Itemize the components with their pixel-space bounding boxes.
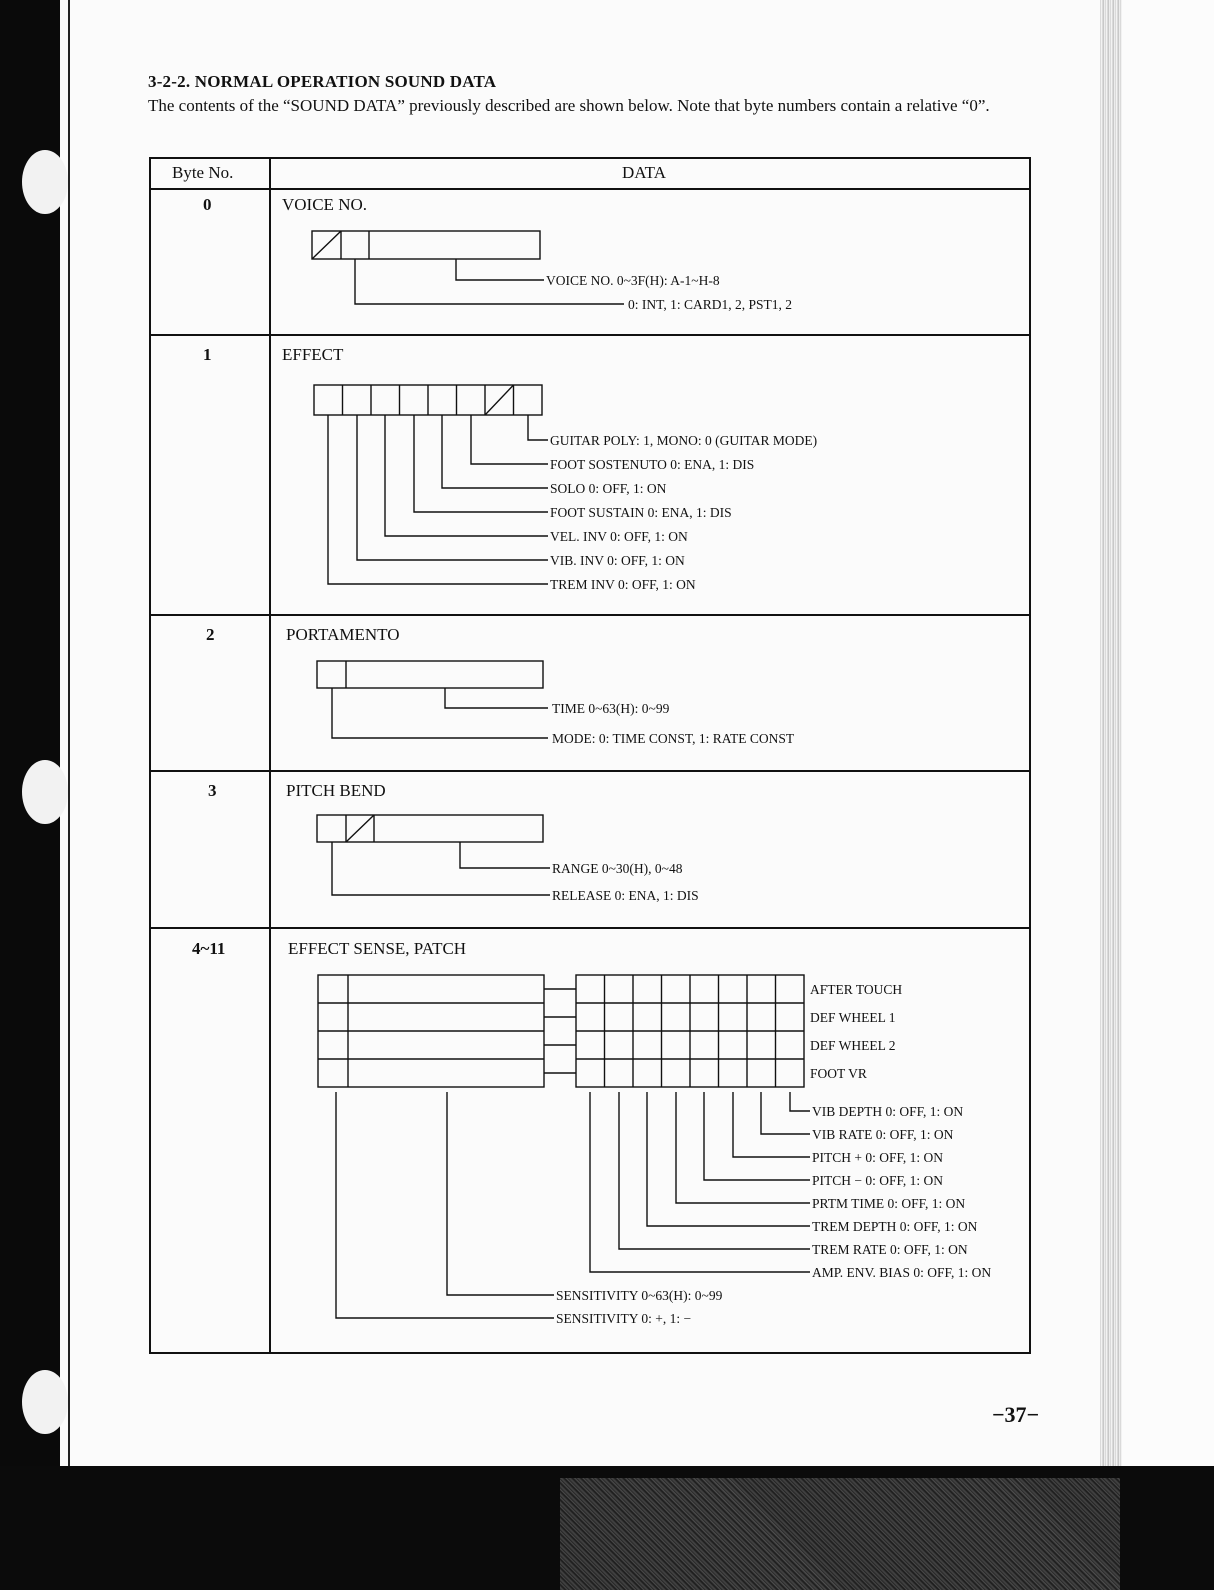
leader-line — [647, 1092, 810, 1226]
section-intro: The contents of the “SOUND DATA” previously described are shown below. Note that byte numbers contain a relative “0”. — [148, 96, 990, 115]
leader-line — [733, 1092, 810, 1157]
bit-label: RANGE 0~30(H), 0~48 — [552, 861, 683, 876]
bit-label: FOOT SUSTAIN 0: ENA, 1: DIS — [550, 505, 732, 520]
voice-bit-register — [312, 231, 540, 259]
bit-label: TREM INV 0: OFF, 1: ON — [550, 577, 696, 592]
leader-line — [328, 415, 548, 584]
byte-number: 3 — [208, 781, 217, 800]
field-title: PITCH BEND — [286, 781, 386, 800]
leader-line — [456, 259, 544, 280]
bit-label: TREM DEPTH 0: OFF, 1: ON — [812, 1219, 978, 1234]
bit-label: PITCH − 0: OFF, 1: ON — [812, 1173, 944, 1188]
byte-number: 4~11 — [192, 939, 226, 958]
leader-line — [447, 1092, 554, 1295]
bit-label: VOICE NO. 0~3F(H): A-1~H-8 — [546, 273, 720, 288]
row-connectors — [544, 989, 576, 1073]
bit-label: VEL. INV 0: OFF, 1: ON — [550, 529, 688, 544]
bit-label: TIME 0~63(H): 0~99 — [552, 701, 670, 716]
leader-line — [445, 688, 548, 708]
row-label: AFTER TOUCH — [810, 982, 903, 997]
leader-line — [460, 842, 550, 868]
bit-label: FOOT SOSTENUTO 0: ENA, 1: DIS — [550, 457, 755, 472]
header-byte-no: Byte No. — [172, 163, 234, 182]
bit-label: AMP. ENV. BIAS 0: OFF, 1: ON — [812, 1265, 992, 1280]
byte-number: 1 — [203, 345, 212, 364]
bit-label: PRTM TIME 0: OFF, 1: ON — [812, 1196, 966, 1211]
bit-label: VIB. INV 0: OFF, 1: ON — [550, 553, 685, 568]
section-heading: 3-2-2. NORMAL OPERATION SOUND DATA — [148, 72, 497, 91]
leader-line — [704, 1092, 810, 1180]
leader-line — [761, 1092, 810, 1134]
leader-line — [332, 688, 548, 738]
bit-label: RELEASE 0: ENA, 1: DIS — [552, 888, 699, 903]
effect-bit-register — [314, 385, 542, 415]
field-title: EFFECT SENSE, PATCH — [288, 939, 467, 958]
bit-label: TREM RATE 0: OFF, 1: ON — [812, 1242, 968, 1257]
field-title: EFFECT — [282, 345, 344, 364]
bit-label: PITCH + 0: OFF, 1: ON — [812, 1150, 944, 1165]
pitch-bend-bit-register — [317, 815, 543, 842]
bit-label: VIB DEPTH 0: OFF, 1: ON — [812, 1104, 964, 1119]
leader-line — [442, 415, 548, 488]
row-label: DEF WHEEL 2 — [810, 1038, 896, 1053]
patch-register-grid — [576, 975, 804, 1087]
field-title: PORTAMENTO — [286, 625, 400, 644]
header-data: DATA — [622, 163, 666, 182]
row-label: DEF WHEEL 1 — [810, 1010, 896, 1025]
bit-label: 0: INT, 1: CARD1, 2, PST1, 2 — [628, 297, 793, 312]
bit-label: GUITAR POLY: 1, MONO: 0 (GUITAR MODE) — [550, 433, 818, 448]
page-number: −37− — [992, 1402, 1040, 1427]
byte-number: 2 — [206, 625, 215, 644]
bit-label: SENSITIVITY 0: +, 1: − — [556, 1311, 692, 1326]
field-title: VOICE NO. — [282, 195, 367, 214]
bit-label: VIB RATE 0: OFF, 1: ON — [812, 1127, 954, 1142]
bit-label: MODE: 0: TIME CONST, 1: RATE CONST — [552, 731, 795, 746]
leader-line — [336, 1092, 554, 1318]
leader-line — [528, 415, 548, 440]
row-label: FOOT VR — [810, 1066, 867, 1081]
portamento-bit-register — [317, 661, 543, 688]
leader-line — [790, 1092, 810, 1111]
leader-line — [590, 1092, 810, 1272]
bit-label: SOLO 0: OFF, 1: ON — [550, 481, 667, 496]
leader-line — [385, 415, 548, 536]
byte-number: 0 — [203, 195, 212, 214]
sense-register-block — [318, 975, 544, 1087]
bit-label: SENSITIVITY 0~63(H): 0~99 — [556, 1288, 723, 1303]
